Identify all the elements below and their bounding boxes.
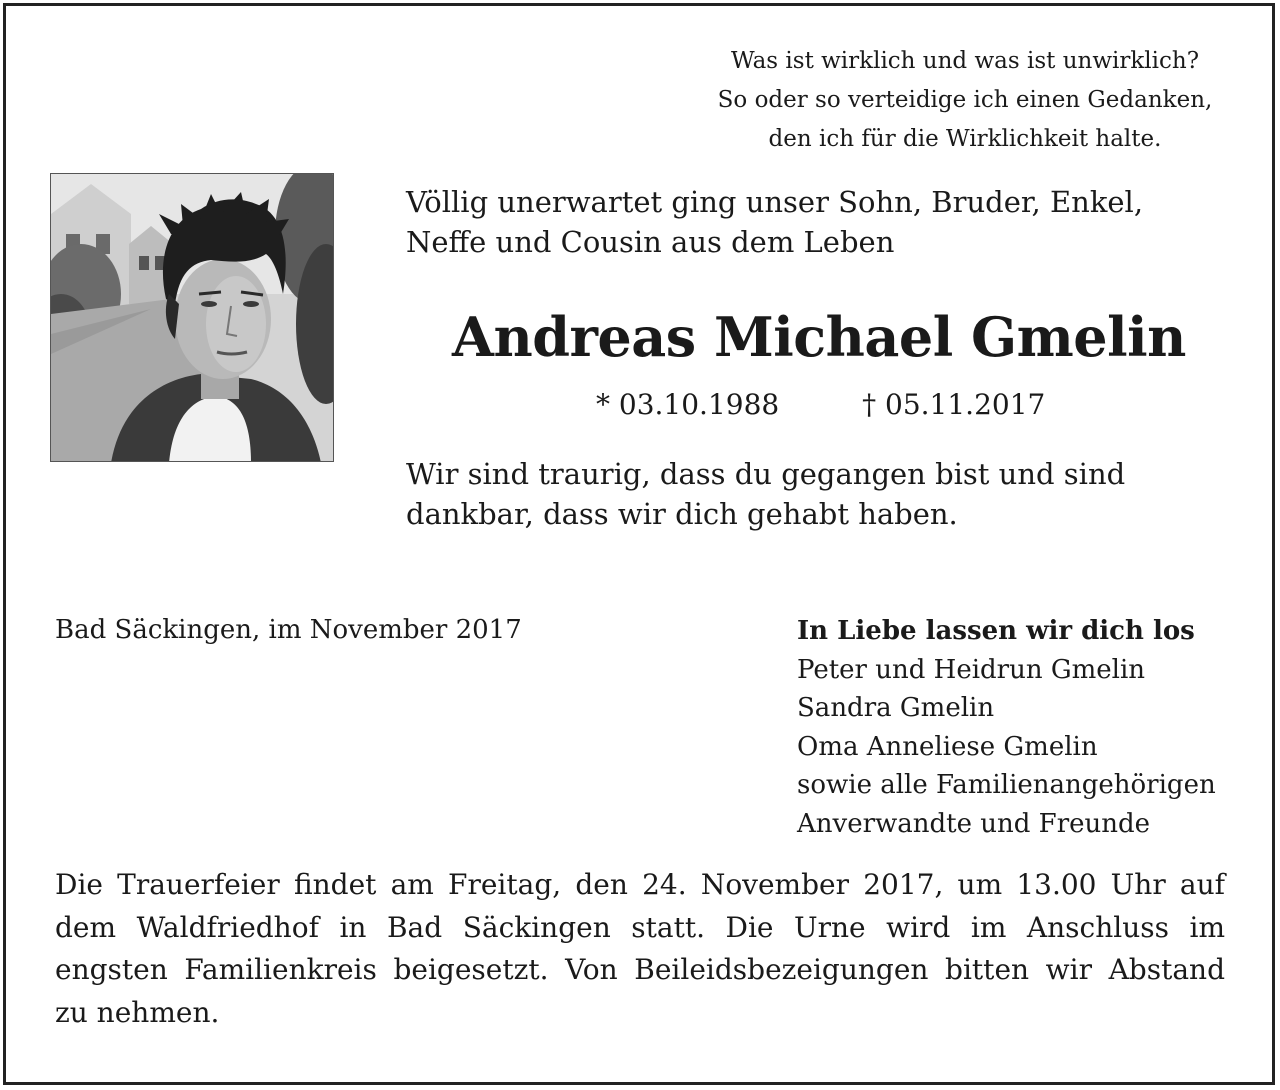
intro-text	[406, 182, 1143, 262]
place-date: Bad Säckingen, im November 2017	[55, 615, 522, 645]
quote-line: Was ist wirklich und was ist unwirklich?	[730, 48, 1200, 74]
portrait-photo	[50, 173, 334, 462]
mourners-heading: In Liebe lassen wir dich los	[797, 616, 1195, 646]
deceased-name: Andreas Michael Gmelin	[452, 305, 1186, 369]
mourner-name: Oma Anneliese Gmelin	[797, 731, 1098, 762]
grateful-text	[406, 454, 1125, 534]
life-dates	[596, 386, 1045, 424]
intro-line: Völlig unerwartet ging unser Sohn, Bruder, Enkel,	[406, 185, 1144, 219]
quote-line: So oder so verteidige ich einen Gedanken,	[717, 87, 1213, 113]
mourner-name: Peter und Heidrun Gmelin	[797, 654, 1146, 685]
mourner-name: sowie alle Familienangehörigen	[797, 770, 1216, 800]
notice-line: dem Waldfriedhof in Bad Säckingen statt. Die Urne wird im Anschluss im	[55, 910, 1225, 944]
notice-line: Die Trauerfeier findet am Freitag, den 24. November 2017, um 13.00 Uhr auf	[55, 868, 1225, 901]
portrait-image	[51, 174, 334, 462]
epigraph-quote	[660, 42, 1270, 159]
quote-line: den ich für die Wirklichkeit halte.	[768, 126, 1162, 152]
notice-line: engsten Familienkreis beigesetzt. Von Beileidsbezeigungen bitten wir Abstand	[55, 953, 1225, 986]
grateful-line: Wir sind traurig, dass du gegangen bist und sind	[406, 457, 1126, 491]
death-date: † 05.11.2017	[862, 388, 1046, 421]
notice-line: zu nehmen.	[55, 995, 220, 1029]
intro-line: Neffe und Cousin aus dem Leben	[406, 225, 895, 259]
grateful-line: dankbar, dass wir dich gehabt haben.	[406, 497, 958, 531]
ceremony-notice	[55, 864, 1225, 1034]
mourner-name: Anverwandte und Freunde	[797, 808, 1151, 839]
mourners-list	[797, 612, 1216, 843]
mourner-name: Sandra Gmelin	[797, 693, 995, 723]
birth-date: * 03.10.1988	[596, 388, 780, 421]
